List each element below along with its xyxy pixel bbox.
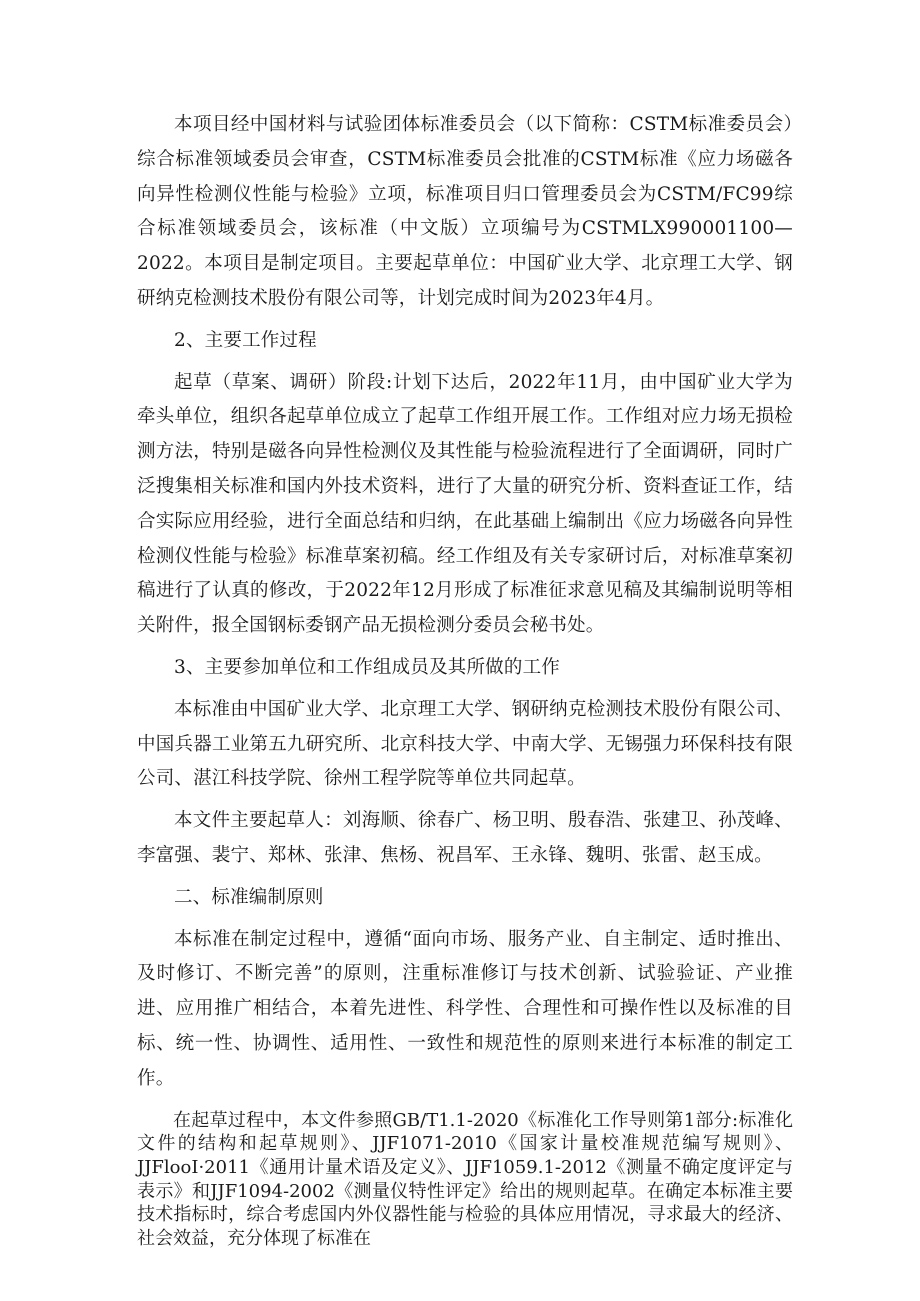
paragraph-references: 在起草过程中，本文件参照GB/T1.1-2020《标准化工作导则第1部分:标准化文件的结构和起草规则》、JJF1071-2010《国家计量校准规范编写规则》、JJFlooI·2011《通用计量术语及定义》、JJF1059.1-2012《测量不确定度评定与表示》和JJF1094-2002《测量仪特性评定》给出的规则起草。在确定本标准主要技术指标时，综合考虑国内外仪器性能与检验的具体应用情况，寻求最大的经济、社会效益，充分体现了标准在 [137,1109,793,1250]
document-page [137,108,793,1251]
paragraph-main-drafters: 本文件主要起草人：刘海顺、徐春广、杨卫明、殷春浩、张建卫、孙茂峰、李富强、裴宁、郑林、张津、焦杨、祝昌军、王永锋、魏明、张雷、赵玉成。 [137,810,793,866]
paragraph-project-approval: 本项目经中国材料与试验团体标准委员会（以下简称：CSTM标准委员会）综合标准领域委员会审查，CSTM标准委员会批准的CSTM标准《应力场磁各向异性检测仪性能与检验》立项，标准项目归口管理委员会为CSTM/FC99综合标准领域委员会，该标准（中文版）立项编号为CSTMLX990001100—2022。本项目是制定项目。主要起草单位：中国矿业大学、北京理工大学、钢研纳克检测技术股份有限公司等，计划完成时间为2023年4月。 [137,114,793,309]
heading-participating-units: 3、主要参加单位和工作组成员及其所做的工作 [174,656,560,678]
paragraph-drafting-stage: 起草（草案、调研）阶段:计划下达后，2022年11月，由中国矿业大学为牵头单位，组织各起草单位成立了起草工作组开展工作。工作组对应力场无损检测方法，特别是磁各向异性检测仪及其性能与检验流程进行了全面调研，同时广泛搜集相关标准和国内外技术资料，进行了大量的研究分析、资料查证工作，结合实际应用经验，进行全面总结和归纳，在此基础上编制出《应力场磁各向异性检测仪性能与检验》标准草案初稿。经工作组及有关专家研讨后，对标准草案初稿进行了认真的修改，于2022年12月形成了标准征求意见稿及其编制说明等相关附件，报全国钢标委钢产品无损检测分委员会秘书处。 [137,371,793,637]
heading-compilation-principles: 二、标准编制原则 [174,886,324,908]
paragraph-principles: 本标准在制定过程中，遵循“面向市场、服务产业、自主制定、适时推出、及时修订、不断完善”的原则，注重标准修订与技术创新、试验验证、产业推进、应用推广相结合，本着先进性、科学性、合理性和可操作性以及标准的目标、统一性、协调性、适用性、一致性和规范性的原则来进行本标准的制定工作。 [137,928,793,1089]
heading-main-work-process: 2、主要工作过程 [174,329,317,351]
paragraph-drafting-units: 本标准由中国矿业大学、北京理工大学、钢研纳克检测技术股份有限公司、中国兵器工业第五九研究所、北京科技大学、中南大学、无锡强力环保科技有限公司、湛江科技学院、徐州工程学院等单位共同起草。 [137,698,793,790]
